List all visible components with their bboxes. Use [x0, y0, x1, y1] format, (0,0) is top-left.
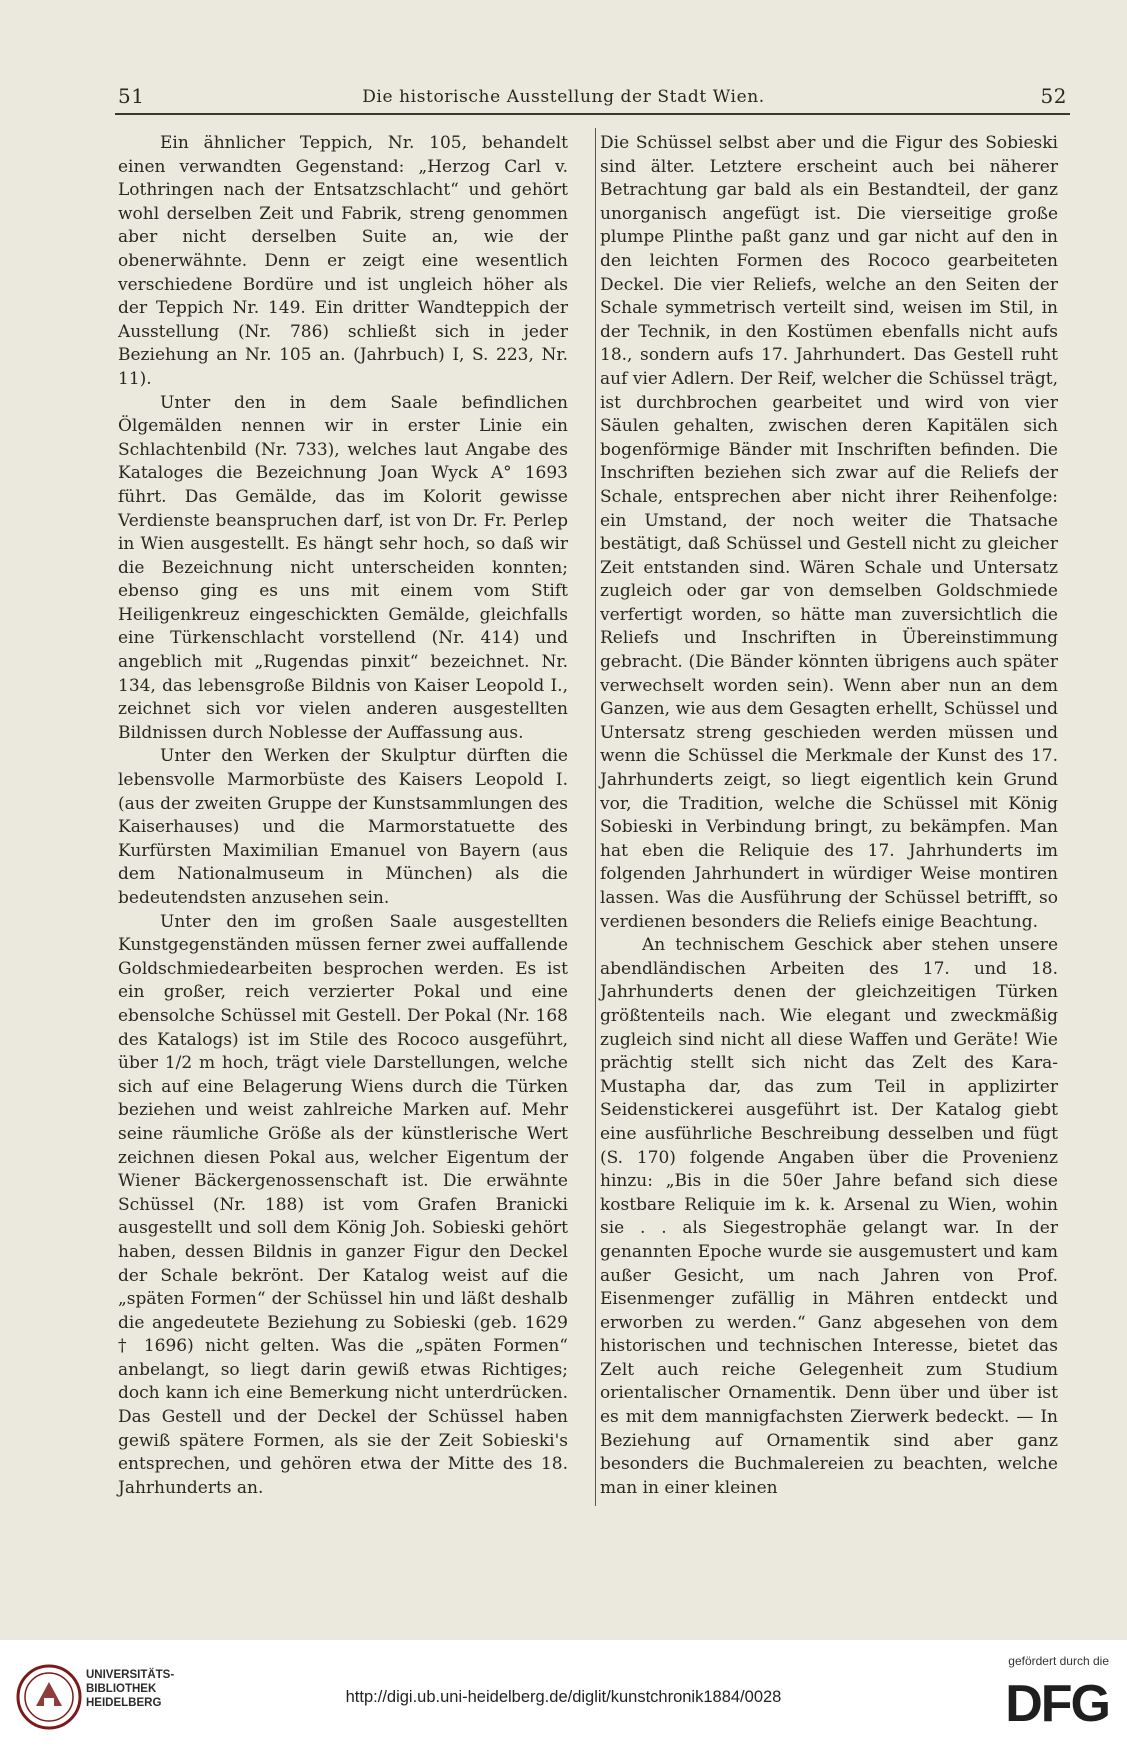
institution-line: UNIVERSITÄTS- [86, 1669, 175, 1681]
paragraph: Ein ähnlicher Teppich, Nr. 105, behandelt einen verwandten Gegenstand: „Herzog Carl v. Lothringen nach der Entsatzschlacht“ und gehört wohl derselben Zeit und Fabrik, streng genommen aber nicht derselben Suite an, wie der obenerwähnte. Denn er zeigt eine wesentlich verschiedene Bordüre und ist ungleich höher als der Teppich Nr. 149. Ein dritter Wandteppich der Ausstellung (Nr. 786) schließt sich in jeder Beziehung an Nr. 105 an. (Jahrbuch) I, S. 223, Nr. 11). [118, 133, 568, 389]
column-rule [595, 128, 596, 1506]
funding-label: gefördert durch die [1008, 1654, 1109, 1668]
source-url-link[interactable]: http://digi.ub.uni-heidelberg.de/diglit/kunstchronik1884/0028 [345, 1688, 782, 1706]
paragraph: Unter den im großen Saale ausgestellten Kunstgegenständen müssen ferner zwei auffallende Goldschmiedearbeiten besprochen werden. Es ist ein großer, reich verzierter Pokal und eine ebensolche Schüssel mit Gestell. Der Pokal (Nr. 168 des Katalogs) ist im Stile des Rococo ausgeführt, über 1/2 m hoch, trägt viele Darstellungen, welche sich auf eine Belagerung Wiens durch die Türken beziehen und weist zahlreiche Marken auf. Mehr seine räumliche Größe als der künstlerische Wert zeichnen diesen Pokal aus, welcher Eigentum der Wiener Bäckergenossenschaft ist. Die erwähnte Schüssel (Nr. 188) ist vom Grafen Branicki ausgestellt und soll dem König Joh. Sobieski gehört haben, dessen Bildnis in ganzer Figur den Deckel der Schale bekrönt. Der Katalog weist auf die „späten Formen“ der Schüssel hin und läßt deshalb die angedeutete Beziehung zu Sobieski (geb. 1629 † 1696) nicht gelten. Was die „späten Formen“ anbelangt, so liegt darin gewiß etwas Richtiges; doch kann ich eine Bemerkung nicht unterdrücken. Das Gestell und der Deckel der Schüssel haben gewiß spätere Formen, als sie der Zeit Sobieski's entsprechen, und gehören etwa der Mitte des 18. Jahrhunderts an. [118, 911, 568, 1498]
digitization-footer [0, 1640, 1127, 1752]
page-number-left: 51 [118, 84, 145, 108]
left-column [118, 132, 568, 1500]
paragraph: Unter den in dem Saale befindlichen Ölgemälden nennen wir in erster Linie ein Schlachtenbild (Nr. 733), welches laut Angabe des Kataloges die Bezeichnung Joan Wyck A° 1693 führt. Das Gemälde, das im Kolorit gewisse Verdienste beanspruchen darf, ist von Dr. Fr. Perlep in Wien ausgestellt. Es hängt sehr hoch, so daß wir die Bezeichnung nicht unterscheiden konnten; ebenso ging es uns mit einem vom Stift Heiligenkreuz eingeschickten Gemälde, gleichfalls eine Türkenschlacht vorstellend (Nr. 414) und angeblich mit „Rugendas pinxit“ bezeichnet. Nr. 134, das lebensgroße Bildnis von Kaiser Leopold I., zeichnet sich vor vielen anderen ausgestellten Bildnissen durch Noblesse der Auffassung aus. [118, 392, 568, 743]
right-column [600, 132, 1058, 1500]
dfg-logo[interactable]: DFG [1005, 1675, 1109, 1733]
institution-line: BIBLIOTHEK [86, 1683, 157, 1695]
page-number-right: 52 [1040, 84, 1067, 108]
header-rule [115, 113, 1070, 115]
institution-line: HEIDELBERG [86, 1697, 162, 1709]
running-title: Die historische Ausstellung der Stadt Wien. [362, 87, 765, 107]
paragraph: An technischem Geschick aber stehen unsere abendländischen Arbeiten des 17. und 18. Jahrhunderts denen der gleichzeitigen Türken größtenteils nach. Wie elegant und zweckmäßig zugleich sind nicht all diese Waffen und Geräte! Wie prächtig stellt sich nicht das Zelt des Kara-Mustapha dar, das zum Teil in applizirter Seidenstickerei ausgeführt ist. Der Katalog giebt eine ausführliche Beschreibung desselben und fügt (S. 170) folgende Angaben über die Provenienz hinzu: „Bis in die 50er Jahre befand sich diese kostbare Reliquie im k. k. Arsenal zu Wien, wohin sie . . als Siegestrophäe gelangt war. In der genannten Epoche wurde sie ausgemustert und kam außer Gesicht, um nach Jahren von Prof. Eisenmenger zufällig in Mähren entdeckt und erworben zu werden.“ Ganz abgesehen von dem historischen und technischen Interesse, bietet das Zelt auch reiche Gelegenheit zum Studium orientalischer Ornamentik. Denn über und über ist es mit dem mannigfachsten Zierwerk bedeckt. — In Beziehung auf Ornamentik sind aber ganz besonders die Buchmalereien zu beachten, welche man in einer kleinen [600, 935, 1058, 1498]
paragraph: Die Schüssel selbst aber und die Figur des Sobieski sind älter. Letztere erscheint auch bei näherer Betrachtung gar bald als ein Bestandteil, der ganz unorganisch angefügt ist. Die vierseitige große plumpe Plinthe paßt ganz und gar nicht auf den in den leichten Formen des Rococo gearbeiteten Deckel. Die vier Reliefs, welche an den Seiten der Schale symmetrisch verteilt sind, weisen im Stil, in der Technik, in den Kostümen ebenfalls nicht aufs 18., sondern aufs 17. Jahrhundert. Das Gestell ruht auf vier Adlern. Der Reif, welcher die Schüssel trägt, ist durchbrochen gearbeitet und wird von vier Säulen gehalten, zwischen deren Kapitälen sich bogenförmige Bänder mit Inschriften befinden. Die Inschriften beziehen sich zwar auf die Reliefs der Schale, entsprechen aber nicht ihrer Reihenfolge: ein Umstand, der noch weiter die Thatsache bestätigt, daß Schüssel und Gestell nicht zu gleicher Zeit entstanden sind. Wären Schale und Untersatz zugleich oder gar von demselben Goldschmiede verfertigt worden, so hätte man zuversichtlich die Reliefs und Inschriften in Übereinstimmung gebracht. (Die Bänder könnten übrigens auch später verwechselt worden sein). Wenn aber nun an dem Ganzen, wie aus dem Gesagten erhellt, Schüssel und Untersatz streng geschieden werden müssen und wenn die Schüssel die Merkmale der Kunst des 17. Jahrhunderts zeigt, so liegt eigentlich kein Grund vor, die Tradition, welche die Schüssel mit König Sobieski in Verbindung bringt, zu bekämpfen. Man hat eben die Reliquie des 17. Jahrhunderts im folgenden Jahrhundert in würdiger Weise montiren lassen. Was die Ausführung der Schüssel betrifft, so verdienen besonders die Reliefs einige Beachtung. [600, 133, 1058, 932]
paragraph: Unter den Werken der Skulptur dürften die lebensvolle Marmorbüste des Kaisers Leopold I. (aus der zweiten Gruppe der Kunstsammlungen des Kaiserhauses) und die Marmorstatuette des Kurfürsten Maximilian Emanuel von Bayern (aus dem Nationalmuseum in München) als die bedeutendsten anzusehen sein. [118, 746, 568, 908]
